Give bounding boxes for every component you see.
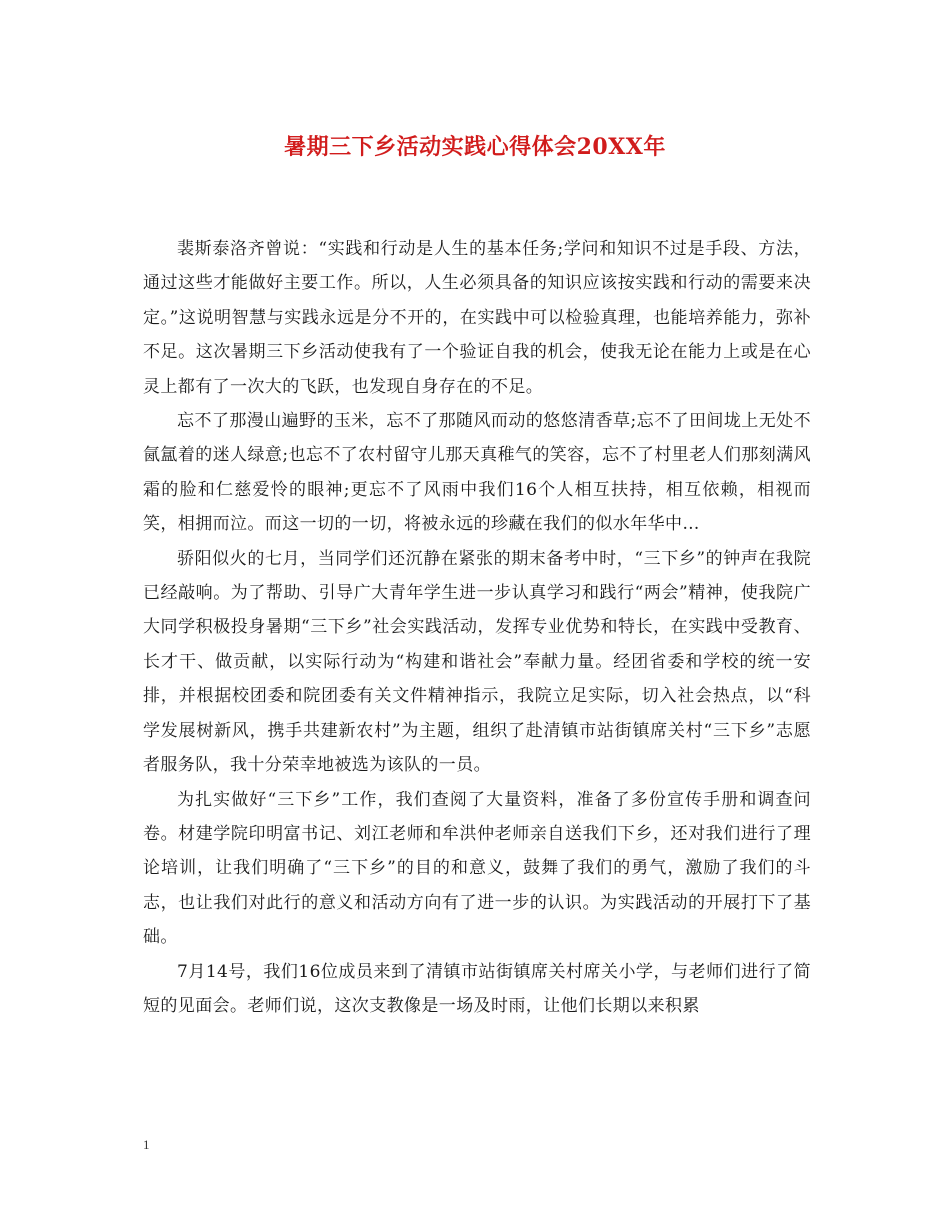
paragraph: 7月14号，我们16位成员来到了清镇市站街镇席关村席关小学，与老师们进行了简短的见面会。老师们说，这次支教像是一场及时雨，让他们长期以来积累 — [143, 961, 811, 1016]
document-title: 暑期三下乡活动实践心得体会20XX年 — [284, 134, 666, 160]
paragraph: 忘不了那漫山遍野的玉米，忘不了那随风而动的悠悠清香草;忘不了田间垅上无处不氤氲着的迷人绿意;也忘不了农村留守儿那天真稚气的笑容，忘不了村里老人们那刻满风霜的脸和仁慈爱怜的眼神;更忘不了风雨中我们16个人相互扶持，相互依赖，相视而笑，相拥而泣。而这一切的一切，将被永远的珍藏在我们的似水年华中… — [143, 411, 811, 535]
document-body — [143, 232, 811, 1023]
paragraph: 为扎实做好“三下乡”工作，我们查阅了大量资料，准备了多份宣传手册和调查问卷。材建学院印明富书记、刘江老师和牟洪仲老师亲自送我们下乡，还对我们进行了理论培训，让我们明确了“三下乡”的目的和意义，鼓舞了我们的勇气，激励了我们的斗志，也让我们对此行的意义和活动方向有了进一步的认识。为实践活动的开展打下了基础。 — [143, 789, 811, 948]
page-number: 1 — [143, 1137, 150, 1152]
paragraph: 骄阳似火的七月，当同学们还沉静在紧张的期末备考中时，“三下乡”的钟声在我院已经敲响。为了帮助、引导广大青年学生进一步认真学习和践行“两会”精神，使我院广大同学积极投身暑期“三下乡”社会实践活动，发挥专业优势和特长，在实践中受教育、长才干、做贡献，以实际行动为“构建和谐社会”奉献力量。经团省委和学校的统一安排，并根据校团委和院团委有关文件精神指示，我院立足实际，切入社会热点，以“科学发展树新风，携手共建新农村”为主题，组织了赴清镇市站街镇席关村“三下乡”志愿者服务队，我十分荣幸地被选为该队的一员。 — [143, 548, 811, 776]
paragraph: 裴斯泰洛齐曾说：“实践和行动是人生的基本任务;学问和知识不过是手段、方法，通过这些才能做好主要工作。所以，人生必须具备的知识应该按实践和行动的需要来决定。”这说明智慧与实践永远是分不开的，在实践中可以检验真理，也能培养能力，弥补不足。这次暑期三下乡活动使我有了一个验证自我的机会，使我无论在能力上或是在心灵上都有了一次大的飞跃，也发现自身存在的不足。 — [143, 239, 811, 397]
